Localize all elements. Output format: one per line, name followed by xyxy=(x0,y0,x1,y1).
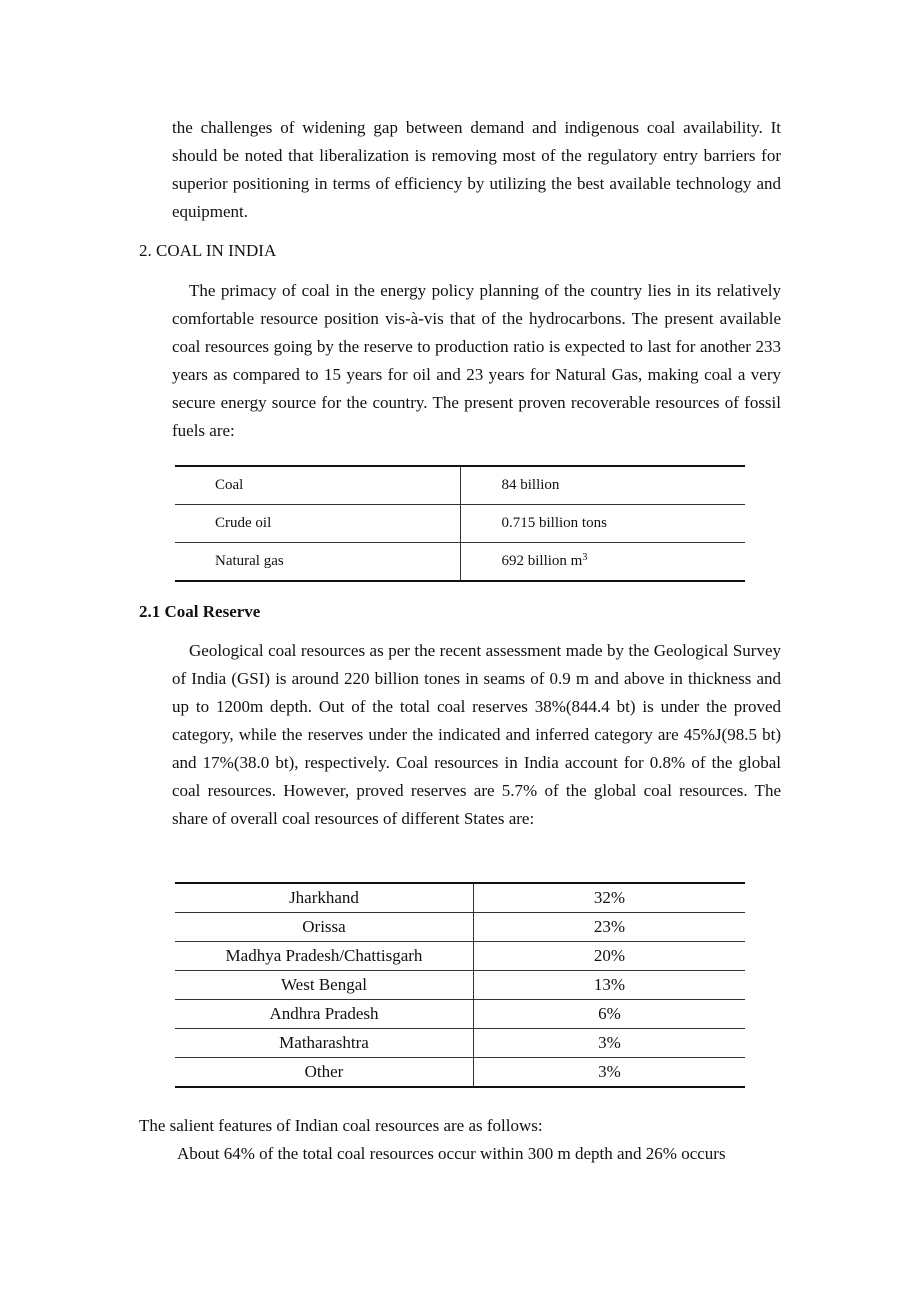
state-cell: Madhya Pradesh/Chattisgarh xyxy=(175,942,474,971)
table-row xyxy=(175,543,745,582)
amount-cell: 692 billion $m^3$ xyxy=(460,543,745,582)
fossil-fuels-table xyxy=(175,465,745,582)
table-row xyxy=(175,1000,745,1029)
table-row xyxy=(175,466,745,505)
table-row xyxy=(175,883,745,913)
share-cell: 3% xyxy=(474,1029,746,1058)
salient-features-first-line: About 64% of the total coal resources occur within 300 m depth and 26% occurs xyxy=(177,1144,726,1163)
share-cell: 13% xyxy=(474,971,746,1000)
table-row xyxy=(175,942,745,971)
share-cell: 23% xyxy=(474,913,746,942)
share-cell: 20% xyxy=(474,942,746,971)
fuel-cell: Coal xyxy=(175,466,460,505)
table-row xyxy=(175,971,745,1000)
amount-cell: 0.715 billion tons xyxy=(460,505,745,543)
state-cell: Jharkhand xyxy=(175,883,474,913)
amount-cell: 84 billion xyxy=(460,466,745,505)
table-row xyxy=(175,1058,745,1088)
salient-features-intro: The salient features of Indian coal resources are as follows: xyxy=(139,1116,543,1135)
table-row xyxy=(175,913,745,942)
share-cell: 3% xyxy=(474,1058,746,1088)
state-cell: West Bengal xyxy=(175,971,474,1000)
state-share-table xyxy=(175,882,745,1088)
state-cell: Matharashtra xyxy=(175,1029,474,1058)
share-cell: 32% xyxy=(474,883,746,913)
fuel-cell: Natural gas xyxy=(175,543,460,582)
fuel-cell: Crude oil xyxy=(175,505,460,543)
coal-in-india-paragraph: The primacy of coal in the energy policy planning of the country lies in its relatively comfortable resource position vis-à-vis that of the hydrocarbons. The present available coal resources going by the reserve to production ratio is expected to last for another 233 years as compared to 15 years for oil and 23 years for Natural Gas, making coal a very secure energy source for the country. The present proven recoverable resources of fossil fuels are: xyxy=(172,281,781,440)
section-heading-coal-in-india: 2. COAL IN INDIA xyxy=(139,241,277,260)
state-cell: Orissa xyxy=(175,913,474,942)
table-row xyxy=(175,505,745,543)
table-row xyxy=(175,1029,745,1058)
section-heading-coal-reserve: 2.1 Coal Reserve xyxy=(139,602,261,621)
state-cell: Other xyxy=(175,1058,474,1088)
coal-reserve-paragraph: Geological coal resources as per the recent assessment made by the Geological Survey of India (GSI) is around 220 billion tones in seams of 0.9 m and above in thickness and up to 1200m depth. Out of the total coal reserves 38%(844.4 bt) is under the proved category, while the reserves under the indicated and inferred category are 45%J(98.5 bt) and 17%(38.0 bt), respectively. Coal resources in India account for 0.8% of the global coal resources. However, proved reserves are 5.7% of the global coal resources. The share of overall coal resources of different States are: xyxy=(172,641,781,828)
share-cell: 6% xyxy=(474,1000,746,1029)
intro-paragraph: the challenges of widening gap between demand and indigenous coal availability. It should be noted that liberalization is removing most of the regulatory entry barriers for superior positioning in terms of efficiency by utilizing the best available technology and equipment. xyxy=(172,118,781,221)
state-cell: Andhra Pradesh xyxy=(175,1000,474,1029)
